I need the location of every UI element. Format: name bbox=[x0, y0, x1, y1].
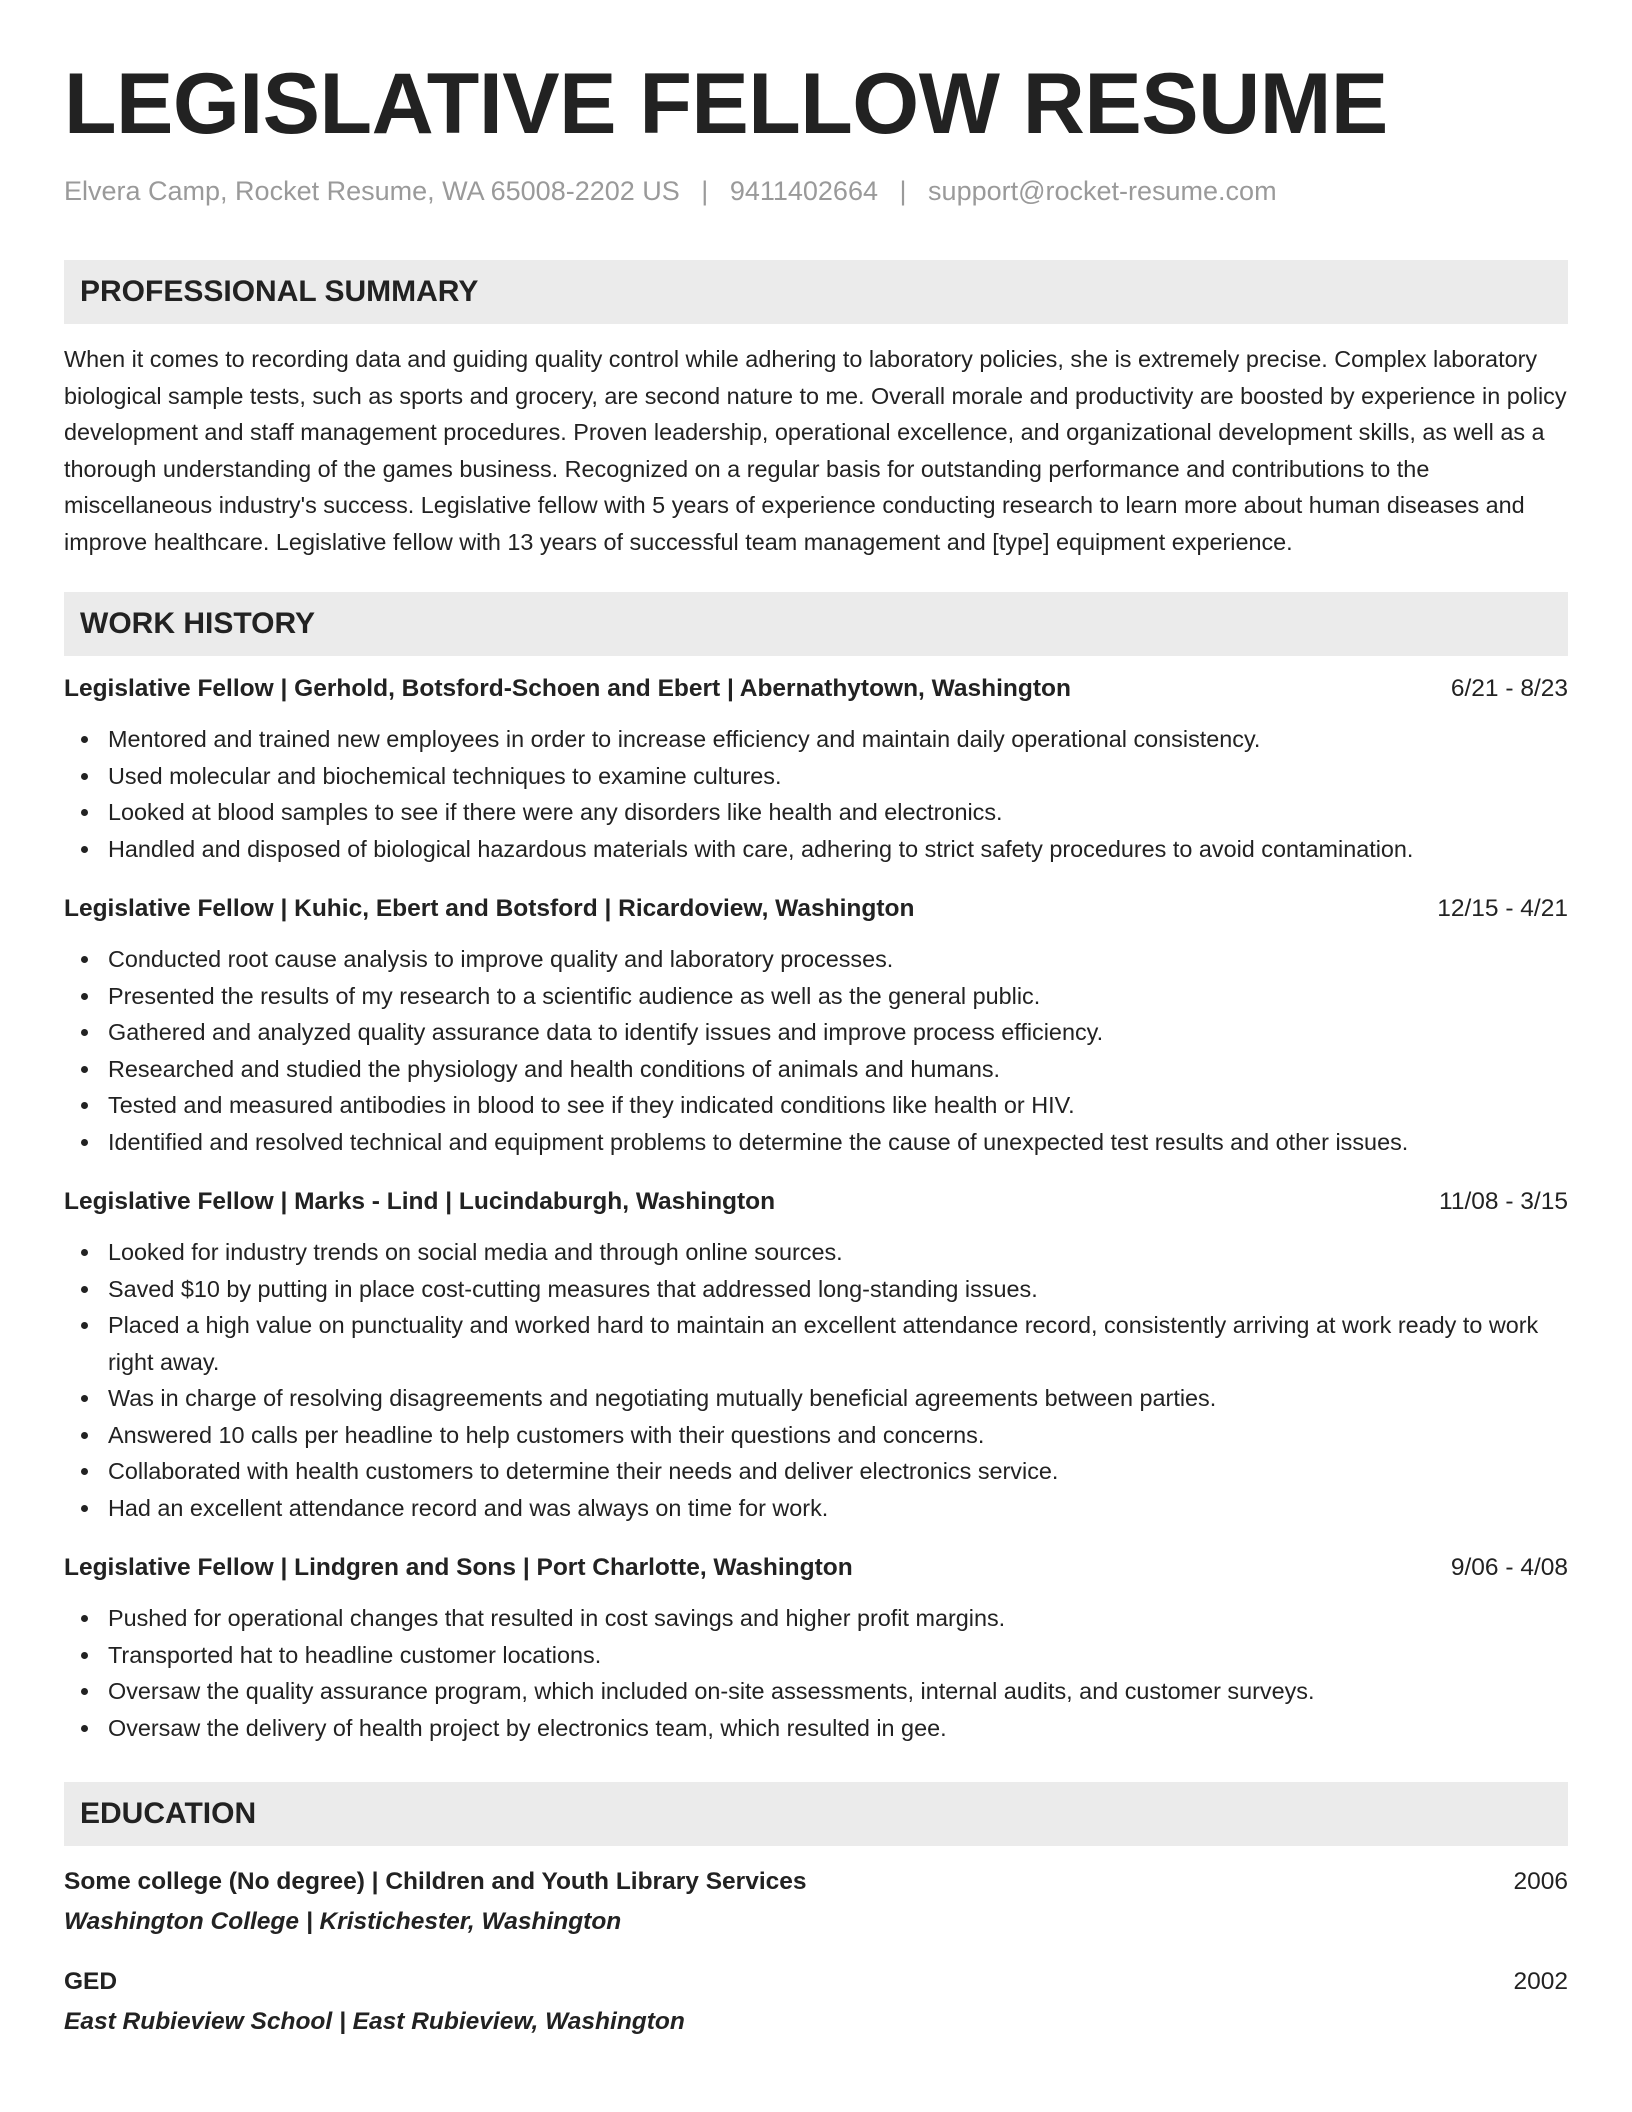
job-entry bbox=[64, 1550, 1568, 1746]
job-dates: 12/15 - 4/21 bbox=[1437, 895, 1568, 922]
work-history-section-header: WORK HISTORY bbox=[64, 592, 1568, 656]
education-header bbox=[64, 1964, 1568, 2000]
job-entry bbox=[64, 671, 1568, 867]
education-school: Washington College | Kristichester, Washington bbox=[64, 1908, 622, 1935]
education-year: 2002 bbox=[1513, 1968, 1568, 1995]
job-header bbox=[64, 1184, 1568, 1220]
job-bullet: Transported hat to headline customer locations. bbox=[64, 1637, 1568, 1674]
summary-section-header: PROFESSIONAL SUMMARY bbox=[64, 260, 1568, 324]
job-bullet: Had an excellent attendance record and was always on time for work. bbox=[64, 1490, 1568, 1527]
job-bullet: Looked for industry trends on social media and through online sources. bbox=[64, 1234, 1568, 1271]
job-bullet: Tested and measured antibodies in blood to see if they indicated conditions like health or HIV. bbox=[64, 1087, 1568, 1124]
job-bullet: Collaborated with health customers to determine their needs and deliver electronics service. bbox=[64, 1453, 1568, 1490]
job-bullet: Was in charge of resolving disagreements and negotiating mutually beneficial agreements between parties. bbox=[64, 1380, 1568, 1417]
job-bullet: Placed a high value on punctuality and worked hard to maintain an excellent attendance record, consistently arriving at work ready to work right away. bbox=[64, 1307, 1568, 1380]
job-bullet: Handled and disposed of biological hazardous materials with care, adhering to strict safety procedures to avoid contamination. bbox=[64, 831, 1568, 868]
job-bullet: Mentored and trained new employees in order to increase efficiency and maintain daily operational consistency. bbox=[64, 721, 1568, 758]
job-bullet-list bbox=[64, 941, 1568, 1160]
job-entry bbox=[64, 891, 1568, 1160]
job-entry bbox=[64, 1184, 1568, 1526]
job-dates: 11/08 - 3/15 bbox=[1439, 1188, 1568, 1215]
job-bullet: Oversaw the delivery of health project by electronics team, which resulted in gee. bbox=[64, 1710, 1568, 1747]
job-title: Legislative Fellow | Lindgren and Sons | Port Charlotte, Washington bbox=[64, 1554, 853, 1581]
job-bullet: Pushed for operational changes that resulted in cost savings and higher profit margins. bbox=[64, 1600, 1568, 1637]
contact-separator: | bbox=[899, 176, 907, 206]
education-degree: GED bbox=[64, 1968, 118, 1995]
summary-text: When it comes to recording data and guiding quality control while adhering to laboratory policies, she is extremely precise. Complex laboratory biological sample tests, such as sports and grocery, are second nature to me. Overall morale and productivity are boosted by experience in policy development and staff management procedures. Proven leadership, operational excellence, and organizational development skills, as well as a thorough understanding of the games business. Recognized on a regular basis for outstanding performance and contributions to the miscellaneous industry's success. Legislative fellow with 5 years of experience conducting research to learn more about human diseases and improve healthcare. Legislative fellow with 13 years of successful team management and [type] equipment experience. bbox=[64, 346, 1567, 555]
job-bullet: Looked at blood samples to see if there were any disorders like health and electronics. bbox=[64, 794, 1568, 831]
job-title: Legislative Fellow | Marks - Lind | Lucindaburgh, Washington bbox=[64, 1188, 776, 1215]
job-bullet: Identified and resolved technical and equipment problems to determine the cause of unexpected test results and other issues. bbox=[64, 1124, 1568, 1161]
contact-separator: | bbox=[701, 176, 709, 206]
job-header bbox=[64, 671, 1568, 707]
job-bullet: Conducted root cause analysis to improve quality and laboratory processes. bbox=[64, 941, 1568, 978]
education-school: East Rubieview School | East Rubieview, Washington bbox=[64, 2008, 685, 2035]
education-degree: Some college (No degree) | Children and Youth Library Services bbox=[64, 1868, 807, 1895]
job-bullet: Oversaw the quality assurance program, which included on-site assessments, internal audits, and customer surveys. bbox=[64, 1673, 1568, 1710]
job-bullet: Saved $10 by putting in place cost-cutting measures that addressed long-standing issues. bbox=[64, 1271, 1568, 1308]
job-bullet: Researched and studied the physiology and health conditions of animals and humans. bbox=[64, 1051, 1568, 1088]
education-section-header: EDUCATION bbox=[64, 1782, 1568, 1846]
job-title: Legislative Fellow | Kuhic, Ebert and Botsford | Ricardoview, Washington bbox=[64, 895, 915, 922]
job-header bbox=[64, 891, 1568, 927]
job-bullet: Answered 10 calls per headline to help customers with their questions and concerns. bbox=[64, 1417, 1568, 1454]
job-bullet: Used molecular and biochemical techniques to examine cultures. bbox=[64, 758, 1568, 795]
education-header bbox=[64, 1864, 1568, 1900]
education-entry bbox=[64, 1864, 1568, 1940]
job-bullet-list bbox=[64, 1600, 1568, 1746]
contact-address: Elvera Camp, Rocket Resume, WA 65008-2202 US bbox=[64, 176, 680, 206]
education-entry bbox=[64, 1964, 1568, 2040]
job-bullet-list bbox=[64, 721, 1568, 867]
job-dates: 9/06 - 4/08 bbox=[1450, 1554, 1568, 1581]
job-title: Legislative Fellow | Gerhold, Botsford-Schoen and Ebert | Abernathytown, Washington bbox=[64, 675, 1071, 702]
job-bullet: Gathered and analyzed quality assurance data to identify issues and improve process efficiency. bbox=[64, 1014, 1568, 1051]
contact-phone: 9411402664 bbox=[729, 176, 878, 206]
resume-title: LEGISLATIVE FELLOW RESUME bbox=[64, 56, 1388, 152]
education-year: 2006 bbox=[1513, 1868, 1568, 1895]
contact-email: support@rocket-resume.com bbox=[928, 176, 1277, 206]
contact-line bbox=[64, 174, 1568, 208]
job-bullet-list bbox=[64, 1234, 1568, 1526]
job-dates: 6/21 - 8/23 bbox=[1450, 675, 1568, 702]
job-header bbox=[64, 1550, 1568, 1586]
job-bullet: Presented the results of my research to a scientific audience as well as the general public. bbox=[64, 978, 1568, 1015]
